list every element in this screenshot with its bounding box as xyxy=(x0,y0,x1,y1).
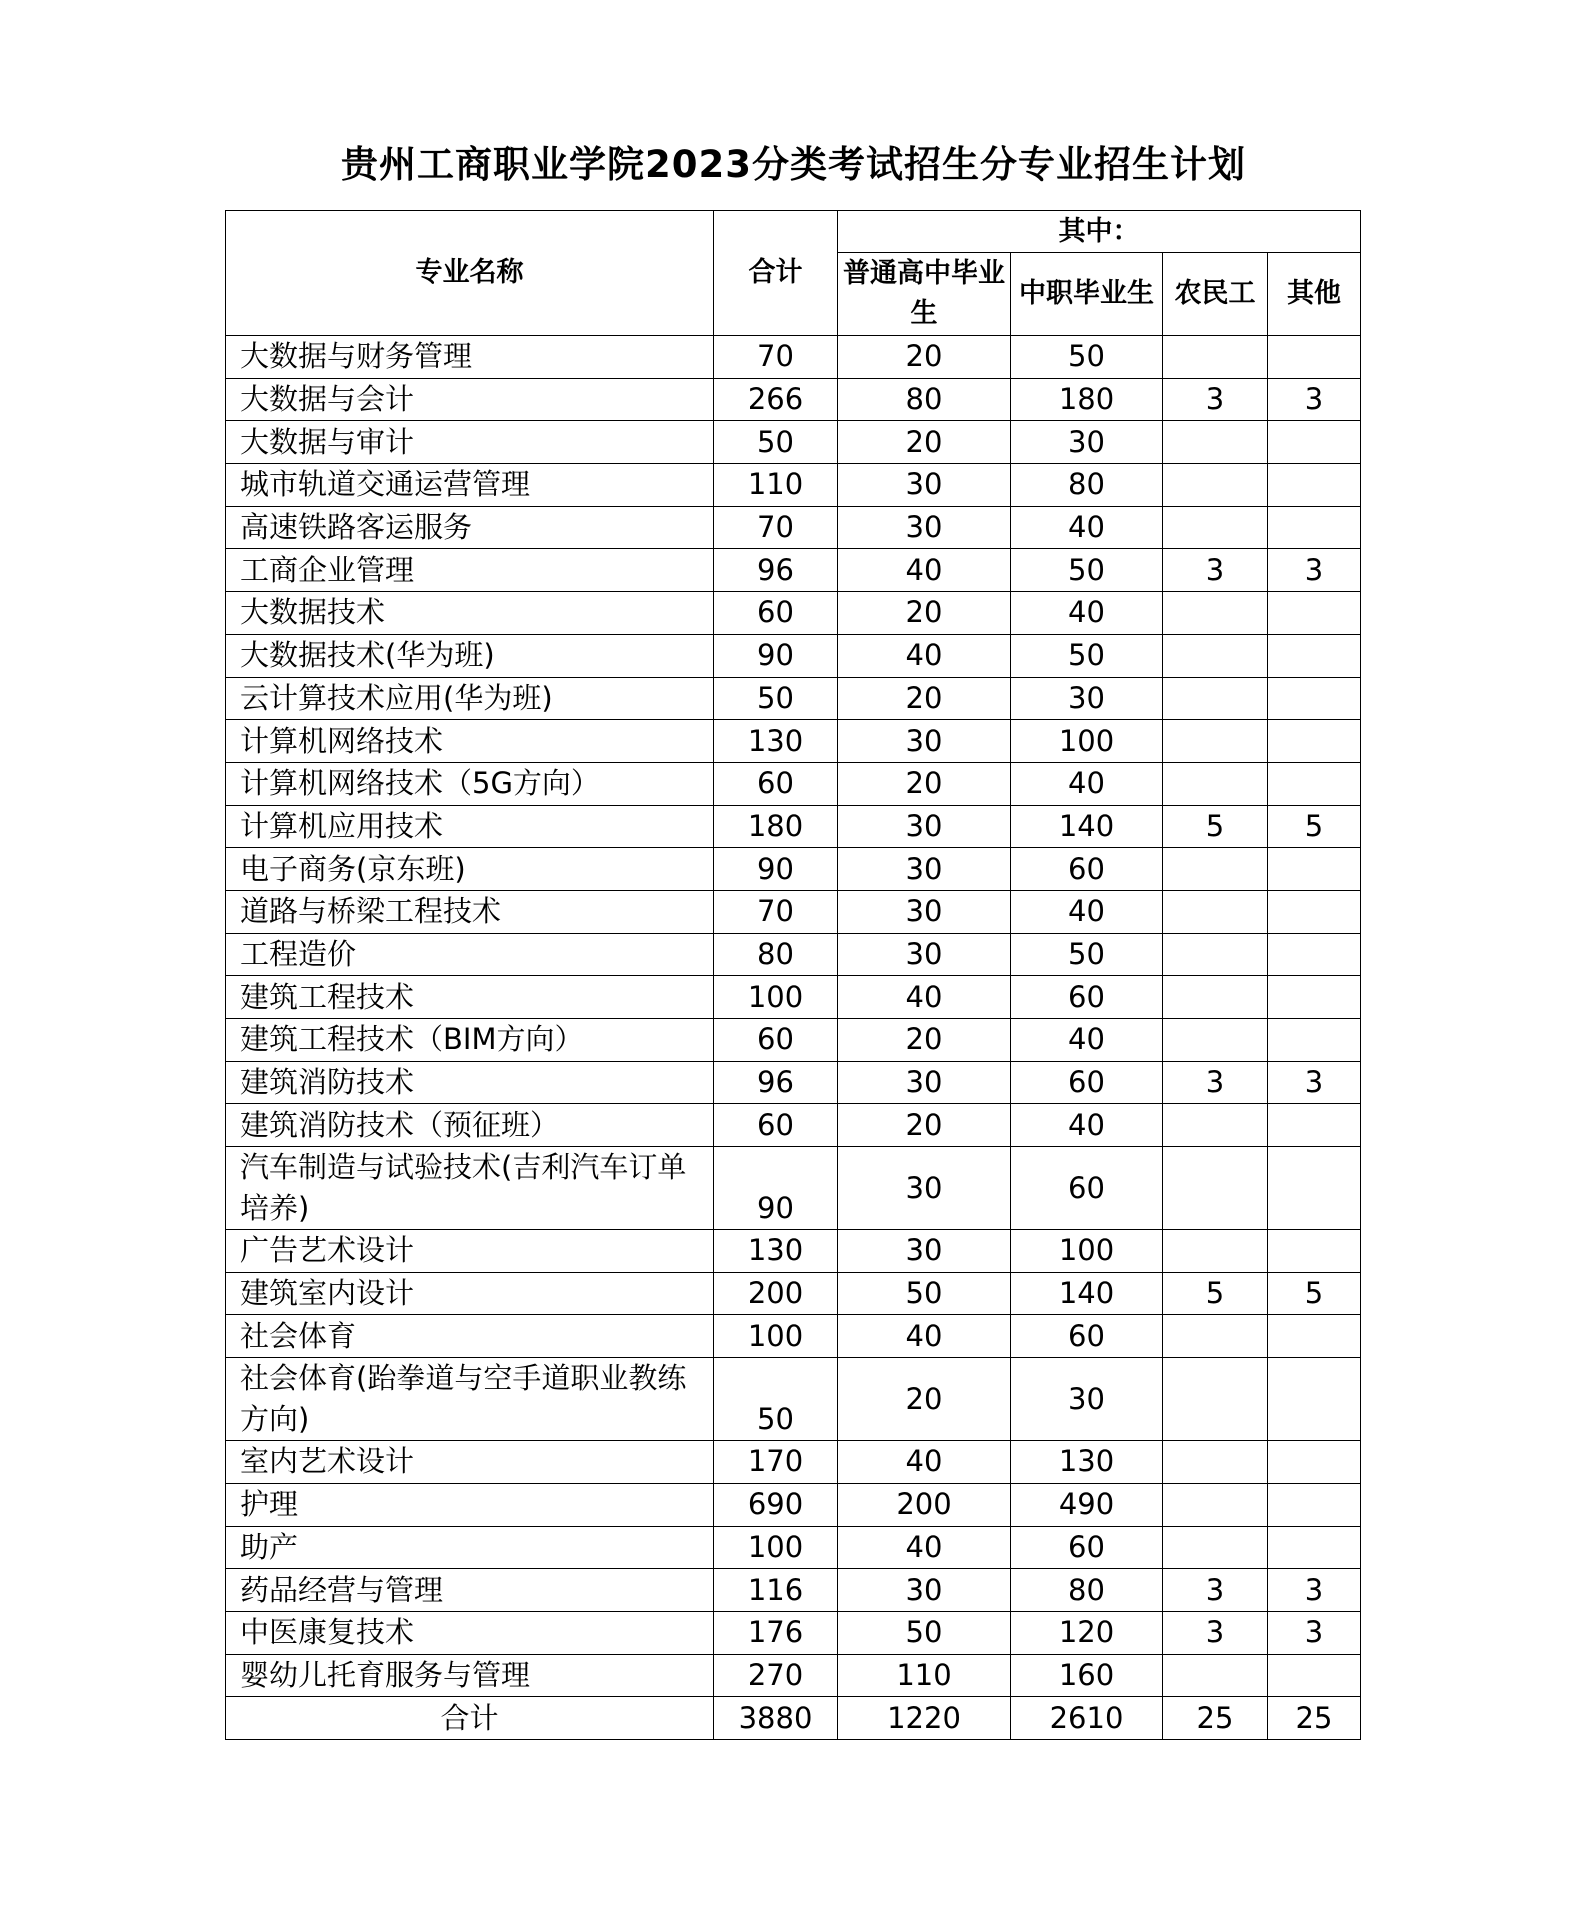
summary-migrant-workers: 25 xyxy=(1163,1697,1268,1740)
major-name-cell: 广告艺术设计 xyxy=(226,1230,714,1273)
total-cell: 90 xyxy=(714,1147,838,1230)
high-school-cell: 40 xyxy=(838,1441,1011,1484)
major-name-cell: 建筑工程技术（BIM方向） xyxy=(226,1019,714,1062)
total-cell: 176 xyxy=(714,1611,838,1654)
high-school-cell: 50 xyxy=(838,1272,1011,1315)
total-cell: 180 xyxy=(714,805,838,848)
migrant-workers-cell xyxy=(1163,464,1268,507)
table-row xyxy=(226,592,1361,635)
major-name-cell: 高速铁路客运服务 xyxy=(226,506,714,549)
major-name-cell: 计算机网络技术（5G方向） xyxy=(226,762,714,805)
major-name-cell: 中医康复技术 xyxy=(226,1611,714,1654)
other-cell xyxy=(1268,1315,1361,1358)
migrant-workers-cell xyxy=(1163,506,1268,549)
high-school-cell: 110 xyxy=(838,1654,1011,1697)
summary-vocational: 2610 xyxy=(1011,1697,1163,1740)
table-row xyxy=(226,890,1361,933)
migrant-workers-cell xyxy=(1163,677,1268,720)
vocational-cell: 40 xyxy=(1011,592,1163,635)
total-cell: 96 xyxy=(714,1061,838,1104)
major-name-cell: 婴幼儿托育服务与管理 xyxy=(226,1654,714,1697)
major-name-cell: 大数据与财务管理 xyxy=(226,336,714,379)
major-name-cell: 大数据技术(华为班) xyxy=(226,634,714,677)
vocational-cell: 40 xyxy=(1011,1104,1163,1147)
vocational-cell: 60 xyxy=(1011,1526,1163,1569)
major-name-cell: 药品经营与管理 xyxy=(226,1569,714,1612)
other-cell xyxy=(1268,1230,1361,1273)
high-school-cell: 40 xyxy=(838,976,1011,1019)
vocational-cell: 40 xyxy=(1011,1019,1163,1062)
other-cell xyxy=(1268,464,1361,507)
major-name-cell: 工程造价 xyxy=(226,933,714,976)
total-cell: 100 xyxy=(714,1315,838,1358)
table-row xyxy=(226,933,1361,976)
other-cell xyxy=(1268,634,1361,677)
summary-total: 3880 xyxy=(714,1697,838,1740)
table-row xyxy=(226,1441,1361,1484)
migrant-workers-cell xyxy=(1163,1104,1268,1147)
vocational-cell: 60 xyxy=(1011,1061,1163,1104)
major-name-cell: 护理 xyxy=(226,1483,714,1526)
total-cell: 100 xyxy=(714,1526,838,1569)
vocational-cell: 50 xyxy=(1011,933,1163,976)
migrant-workers-cell xyxy=(1163,890,1268,933)
migrant-workers-cell xyxy=(1163,1526,1268,1569)
table-row xyxy=(226,720,1361,763)
vocational-cell: 490 xyxy=(1011,1483,1163,1526)
other-cell xyxy=(1268,677,1361,720)
vocational-cell: 130 xyxy=(1011,1441,1163,1484)
other-cell xyxy=(1268,1019,1361,1062)
other-cell xyxy=(1268,336,1361,379)
vocational-cell: 30 xyxy=(1011,1358,1163,1441)
table-body xyxy=(226,336,1361,1697)
other-cell: 3 xyxy=(1268,1061,1361,1104)
high-school-cell: 20 xyxy=(838,336,1011,379)
major-name-cell: 大数据与会计 xyxy=(226,378,714,421)
header-migrant-workers: 农民工 xyxy=(1163,253,1268,336)
table-row xyxy=(226,421,1361,464)
total-cell: 60 xyxy=(714,1019,838,1062)
migrant-workers-cell: 5 xyxy=(1163,805,1268,848)
total-cell: 50 xyxy=(714,421,838,464)
table-row xyxy=(226,762,1361,805)
other-cell: 3 xyxy=(1268,1611,1361,1654)
summary-high-school: 1220 xyxy=(838,1697,1011,1740)
other-cell xyxy=(1268,421,1361,464)
migrant-workers-cell xyxy=(1163,1483,1268,1526)
major-name-cell: 社会体育 xyxy=(226,1315,714,1358)
major-name-cell: 城市轨道交通运营管理 xyxy=(226,464,714,507)
vocational-cell: 80 xyxy=(1011,464,1163,507)
total-cell: 266 xyxy=(714,378,838,421)
migrant-workers-cell xyxy=(1163,336,1268,379)
table-row xyxy=(226,677,1361,720)
migrant-workers-cell: 5 xyxy=(1163,1272,1268,1315)
total-cell: 90 xyxy=(714,848,838,891)
enrollment-plan-table xyxy=(225,210,1361,1740)
major-name-cell: 社会体育(跆拳道与空手道职业教练方向) xyxy=(226,1358,714,1441)
other-cell xyxy=(1268,1358,1361,1441)
total-cell: 270 xyxy=(714,1654,838,1697)
high-school-cell: 20 xyxy=(838,1104,1011,1147)
migrant-workers-cell xyxy=(1163,933,1268,976)
vocational-cell: 30 xyxy=(1011,421,1163,464)
table-row xyxy=(226,1358,1361,1441)
other-cell: 5 xyxy=(1268,1272,1361,1315)
major-name-cell: 建筑室内设计 xyxy=(226,1272,714,1315)
major-name-cell: 道路与桥梁工程技术 xyxy=(226,890,714,933)
total-cell: 116 xyxy=(714,1569,838,1612)
high-school-cell: 30 xyxy=(838,805,1011,848)
major-name-cell: 大数据技术 xyxy=(226,592,714,635)
vocational-cell: 160 xyxy=(1011,1654,1163,1697)
other-cell xyxy=(1268,506,1361,549)
other-cell xyxy=(1268,1483,1361,1526)
table-row xyxy=(226,1526,1361,1569)
high-school-cell: 20 xyxy=(838,1019,1011,1062)
total-cell: 60 xyxy=(714,592,838,635)
high-school-cell: 30 xyxy=(838,1569,1011,1612)
other-cell xyxy=(1268,848,1361,891)
migrant-workers-cell: 3 xyxy=(1163,378,1268,421)
other-cell xyxy=(1268,890,1361,933)
total-cell: 50 xyxy=(714,677,838,720)
table-row xyxy=(226,1315,1361,1358)
vocational-cell: 40 xyxy=(1011,890,1163,933)
other-cell: 3 xyxy=(1268,549,1361,592)
vocational-cell: 60 xyxy=(1011,1147,1163,1230)
vocational-cell: 140 xyxy=(1011,1272,1163,1315)
high-school-cell: 20 xyxy=(838,592,1011,635)
migrant-workers-cell xyxy=(1163,1230,1268,1273)
other-cell xyxy=(1268,1654,1361,1697)
total-cell: 80 xyxy=(714,933,838,976)
other-cell xyxy=(1268,1526,1361,1569)
major-name-cell: 大数据与审计 xyxy=(226,421,714,464)
migrant-workers-cell xyxy=(1163,1654,1268,1697)
total-cell: 70 xyxy=(714,336,838,379)
major-name-cell: 工商企业管理 xyxy=(226,549,714,592)
summary-other: 25 xyxy=(1268,1697,1361,1740)
header-vocational-graduates: 中职毕业生 xyxy=(1011,253,1163,336)
major-name-cell: 电子商务(京东班) xyxy=(226,848,714,891)
migrant-workers-cell: 3 xyxy=(1163,1569,1268,1612)
major-name-cell: 计算机应用技术 xyxy=(226,805,714,848)
migrant-workers-cell xyxy=(1163,848,1268,891)
other-cell: 3 xyxy=(1268,1569,1361,1612)
migrant-workers-cell xyxy=(1163,1315,1268,1358)
table-row xyxy=(226,805,1361,848)
migrant-workers-cell xyxy=(1163,1358,1268,1441)
total-cell: 110 xyxy=(714,464,838,507)
major-name-cell: 建筑消防技术（预征班） xyxy=(226,1104,714,1147)
high-school-cell: 200 xyxy=(838,1483,1011,1526)
migrant-workers-cell xyxy=(1163,976,1268,1019)
table-row xyxy=(226,506,1361,549)
migrant-workers-cell xyxy=(1163,421,1268,464)
major-name-cell: 建筑消防技术 xyxy=(226,1061,714,1104)
table-row xyxy=(226,1654,1361,1697)
high-school-cell: 30 xyxy=(838,1061,1011,1104)
migrant-workers-cell xyxy=(1163,1019,1268,1062)
high-school-cell: 20 xyxy=(838,762,1011,805)
table-row xyxy=(226,464,1361,507)
major-name-cell: 建筑工程技术 xyxy=(226,976,714,1019)
table-row xyxy=(226,976,1361,1019)
other-cell xyxy=(1268,1441,1361,1484)
other-cell: 3 xyxy=(1268,378,1361,421)
major-name-cell: 计算机网络技术 xyxy=(226,720,714,763)
high-school-cell: 80 xyxy=(838,378,1011,421)
total-cell: 100 xyxy=(714,976,838,1019)
high-school-cell: 30 xyxy=(838,506,1011,549)
vocational-cell: 100 xyxy=(1011,1230,1163,1273)
high-school-cell: 30 xyxy=(838,1147,1011,1230)
other-cell xyxy=(1268,1147,1361,1230)
vocational-cell: 40 xyxy=(1011,506,1163,549)
summary-row xyxy=(226,1697,1361,1740)
other-cell xyxy=(1268,762,1361,805)
total-cell: 130 xyxy=(714,1230,838,1273)
other-cell xyxy=(1268,933,1361,976)
page-title: 贵州工商职业学院2023分类考试招生分专业招生计划 xyxy=(341,143,1246,186)
total-cell: 60 xyxy=(714,762,838,805)
table-row xyxy=(226,1230,1361,1273)
vocational-cell: 50 xyxy=(1011,549,1163,592)
total-cell: 60 xyxy=(714,1104,838,1147)
table-row xyxy=(226,1483,1361,1526)
vocational-cell: 100 xyxy=(1011,720,1163,763)
vocational-cell: 50 xyxy=(1011,634,1163,677)
vocational-cell: 60 xyxy=(1011,1315,1163,1358)
migrant-workers-cell xyxy=(1163,592,1268,635)
table-row xyxy=(226,378,1361,421)
migrant-workers-cell: 3 xyxy=(1163,549,1268,592)
table-row xyxy=(226,1611,1361,1654)
high-school-cell: 40 xyxy=(838,1526,1011,1569)
other-cell: 5 xyxy=(1268,805,1361,848)
total-cell: 130 xyxy=(714,720,838,763)
vocational-cell: 50 xyxy=(1011,336,1163,379)
table-row xyxy=(226,1569,1361,1612)
high-school-cell: 30 xyxy=(838,464,1011,507)
total-cell: 70 xyxy=(714,506,838,549)
major-name-cell: 室内艺术设计 xyxy=(226,1441,714,1484)
migrant-workers-cell xyxy=(1163,762,1268,805)
other-cell xyxy=(1268,1104,1361,1147)
header-other: 其他 xyxy=(1268,253,1361,336)
high-school-cell: 20 xyxy=(838,421,1011,464)
high-school-cell: 30 xyxy=(838,720,1011,763)
high-school-cell: 30 xyxy=(838,848,1011,891)
table-row xyxy=(226,1104,1361,1147)
total-cell: 690 xyxy=(714,1483,838,1526)
header-total: 合计 xyxy=(714,211,838,336)
total-cell: 50 xyxy=(714,1358,838,1441)
table-row xyxy=(226,549,1361,592)
total-cell: 70 xyxy=(714,890,838,933)
high-school-cell: 30 xyxy=(838,933,1011,976)
high-school-cell: 40 xyxy=(838,1315,1011,1358)
total-cell: 170 xyxy=(714,1441,838,1484)
table-row xyxy=(226,1272,1361,1315)
migrant-workers-cell xyxy=(1163,1441,1268,1484)
vocational-cell: 60 xyxy=(1011,848,1163,891)
high-school-cell: 20 xyxy=(838,677,1011,720)
other-cell xyxy=(1268,720,1361,763)
vocational-cell: 120 xyxy=(1011,1611,1163,1654)
high-school-cell: 20 xyxy=(838,1358,1011,1441)
total-cell: 96 xyxy=(714,549,838,592)
high-school-cell: 40 xyxy=(838,549,1011,592)
high-school-cell: 30 xyxy=(838,890,1011,933)
high-school-cell: 40 xyxy=(838,634,1011,677)
other-cell xyxy=(1268,592,1361,635)
table-row xyxy=(226,336,1361,379)
vocational-cell: 60 xyxy=(1011,976,1163,1019)
table-row xyxy=(226,1147,1361,1230)
migrant-workers-cell: 3 xyxy=(1163,1061,1268,1104)
migrant-workers-cell xyxy=(1163,1147,1268,1230)
vocational-cell: 80 xyxy=(1011,1569,1163,1612)
high-school-cell: 30 xyxy=(838,1230,1011,1273)
migrant-workers-cell: 3 xyxy=(1163,1611,1268,1654)
migrant-workers-cell xyxy=(1163,634,1268,677)
total-cell: 90 xyxy=(714,634,838,677)
major-name-cell: 汽车制造与试验技术(吉利汽车订单培养) xyxy=(226,1147,714,1230)
table-row xyxy=(226,1019,1361,1062)
table-row xyxy=(226,848,1361,891)
table-row xyxy=(226,634,1361,677)
vocational-cell: 30 xyxy=(1011,677,1163,720)
total-cell: 200 xyxy=(714,1272,838,1315)
major-name-cell: 助产 xyxy=(226,1526,714,1569)
vocational-cell: 140 xyxy=(1011,805,1163,848)
other-cell xyxy=(1268,976,1361,1019)
summary-label: 合计 xyxy=(226,1697,714,1740)
high-school-cell: 50 xyxy=(838,1611,1011,1654)
vocational-cell: 180 xyxy=(1011,378,1163,421)
header-among: 其中： xyxy=(838,211,1361,253)
vocational-cell: 40 xyxy=(1011,762,1163,805)
table-row xyxy=(226,1061,1361,1104)
header-major: 专业名称 xyxy=(226,211,714,336)
major-name-cell: 云计算技术应用(华为班) xyxy=(226,677,714,720)
header-high-school-graduates: 普通高中毕业生 xyxy=(838,253,1011,336)
migrant-workers-cell xyxy=(1163,720,1268,763)
